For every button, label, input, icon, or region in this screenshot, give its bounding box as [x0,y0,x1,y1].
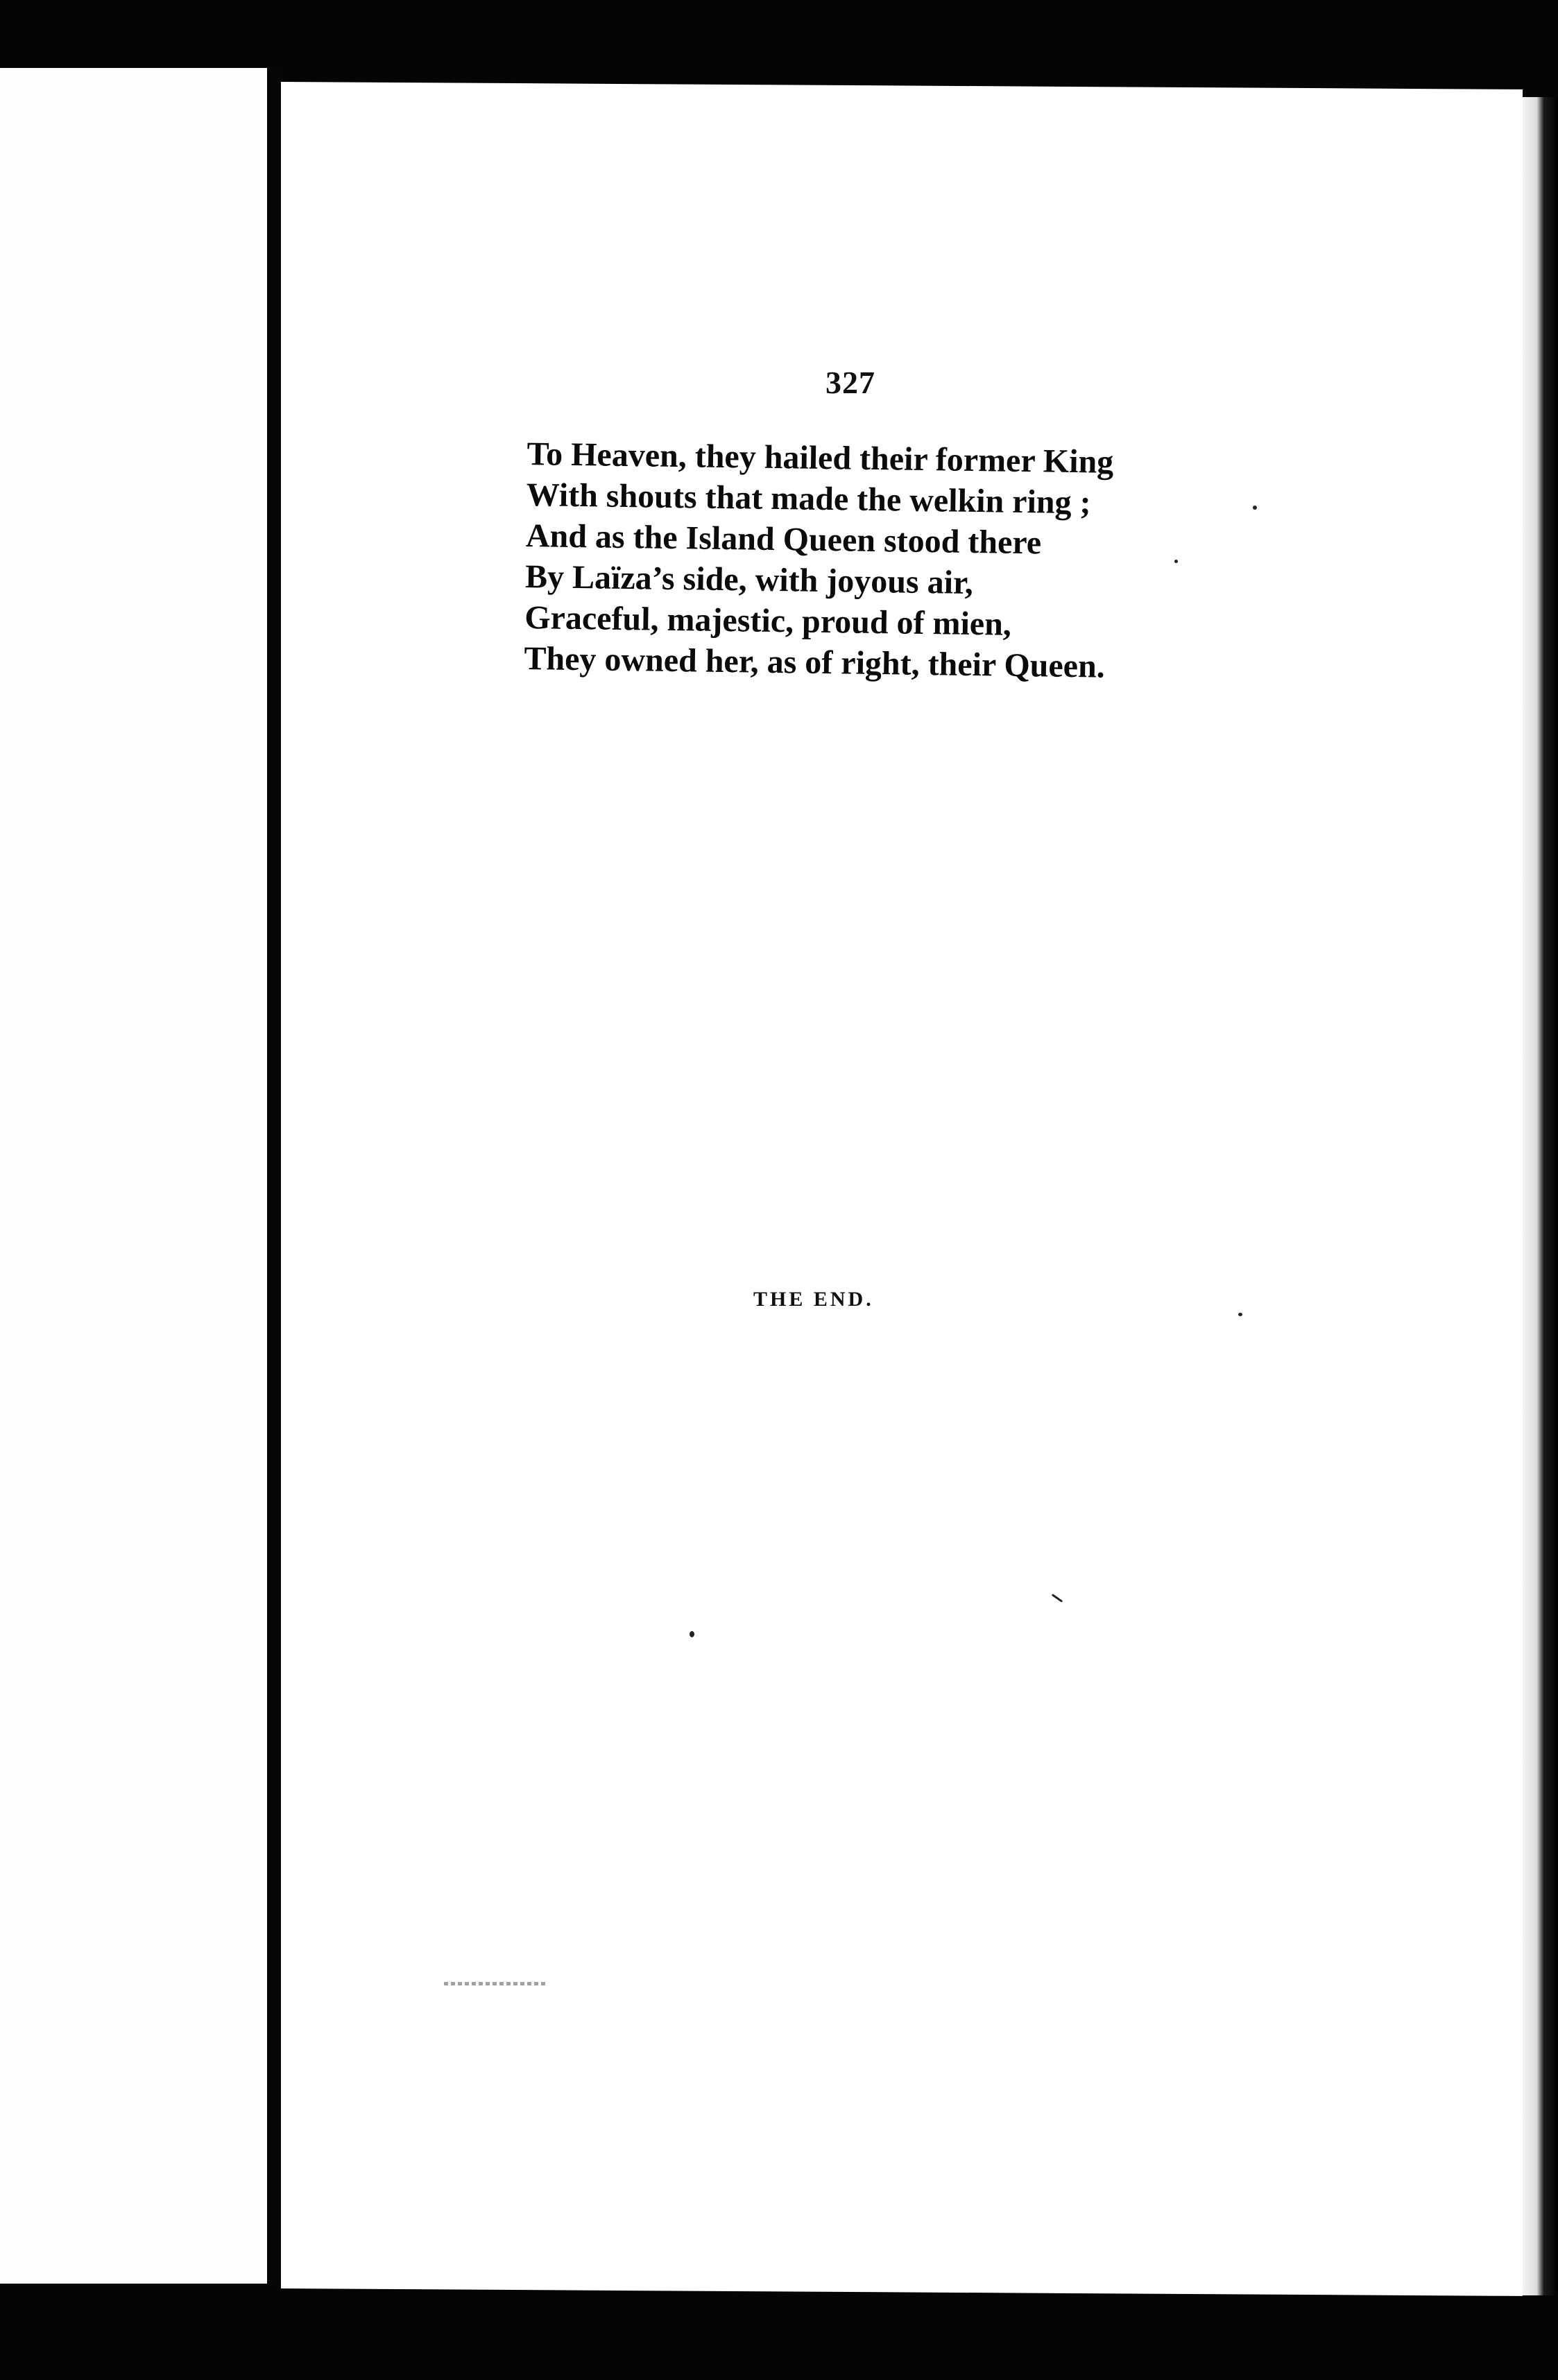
scan-speck [1253,506,1257,510]
scan-speck [1174,560,1178,563]
poem-line: With shouts that made the welkin ring ; [526,476,1091,521]
scan-speck [1238,1313,1242,1316]
poem-line: Graceful, majestic, proud of mien, [524,598,1012,643]
printer-imprint-mark [444,1982,548,1985]
facing-page-left [0,68,267,2284]
poem-line: To Heaven, they hailed their former King [527,435,1114,481]
book-page [281,82,1523,2296]
the-end-heading: THE END. [753,1288,874,1311]
scan-speck [690,1631,694,1637]
poem-line: They owned her, as of right, their Queen. [524,639,1106,685]
poem-stanza [524,433,1221,689]
book-gutter [267,68,281,2284]
poem-line: And as the Island Queen stood there [525,517,1042,562]
poem-line: By Laïza’s side, with joyous air, [524,558,974,601]
page-number: 327 [825,365,875,400]
page-edge [1523,97,1558,2295]
